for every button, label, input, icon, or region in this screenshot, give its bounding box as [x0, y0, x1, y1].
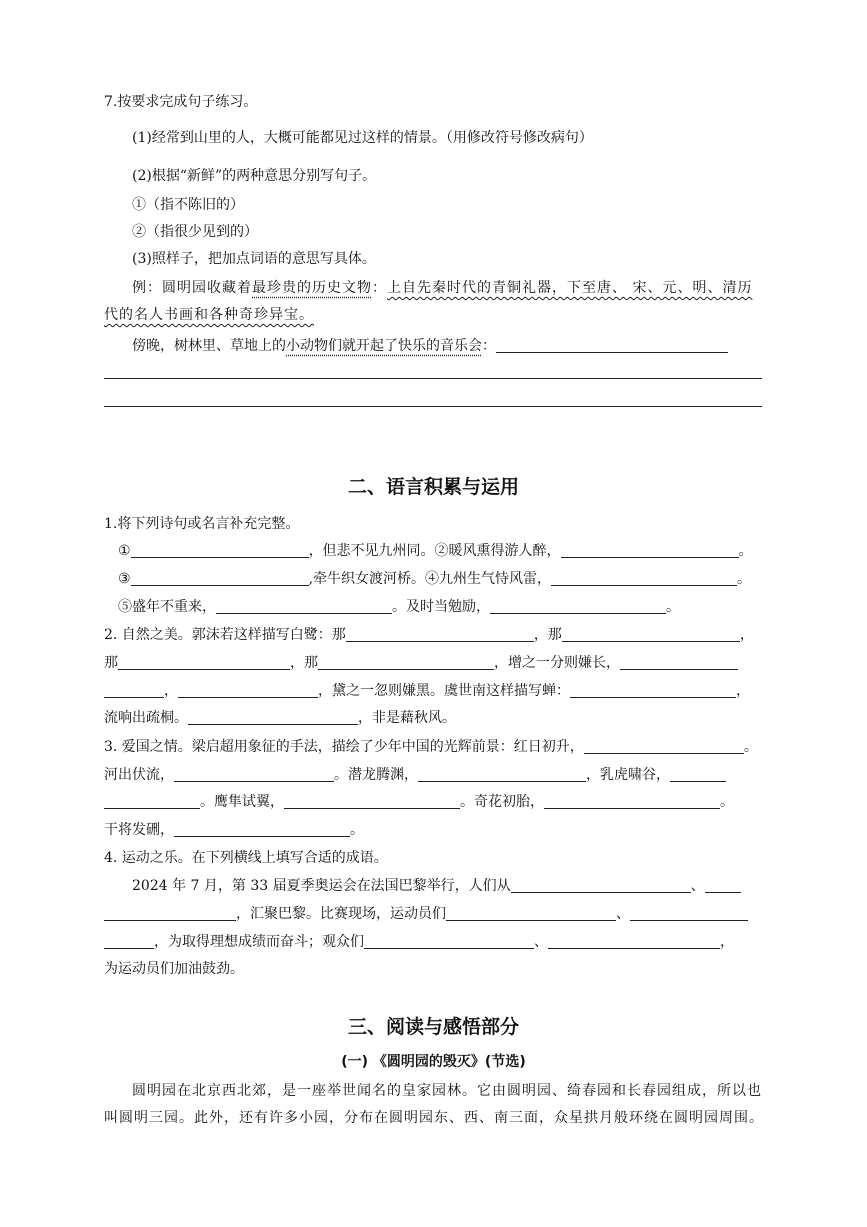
q2-line-d: 流响出疏桐。 ，非是藉秋风。	[104, 710, 456, 726]
answer-blank[interactable]	[630, 906, 748, 921]
passage-line-2: 叫圆明三园。此外，还有许多小园，分布在圆明园东、西、南三面，众星拱月般环绕在圆明园周围。	[104, 1110, 764, 1126]
answer-blank[interactable]	[104, 683, 164, 698]
example-prefix: 例：圆明园收藏着	[132, 280, 252, 296]
answer-line[interactable]	[104, 406, 762, 407]
q3-line-d: 干将发硎， 。	[104, 822, 364, 838]
answer-blank[interactable]	[496, 338, 728, 353]
answer-blank[interactable]	[131, 543, 309, 558]
answer-blank[interactable]	[131, 571, 309, 586]
q7-part1: (1)经常到山里的人，大概可能都见过这样的情景。（用修改符号修改病句）	[132, 130, 593, 146]
answer-blank[interactable]	[104, 934, 154, 949]
task-prefix: 傍晚，树林里、草地上的	[132, 338, 286, 354]
q2-line-b: 那 ，那 ，增之一分则嫌长，	[104, 653, 738, 673]
answer-blank[interactable]	[562, 627, 740, 642]
section-heading-2: 二、语言积累与运用	[347, 476, 519, 498]
q2-line-c: ， ，黛之一忽则嫌黑。虞世南这样描写蝉： ，	[104, 681, 750, 701]
answer-blank[interactable]	[174, 767, 334, 782]
answer-blank[interactable]	[174, 822, 350, 837]
answer-blank[interactable]	[490, 599, 666, 614]
answer-blank[interactable]	[118, 655, 290, 670]
answer-blank[interactable]	[544, 794, 720, 809]
example-dotted-phrase: 最珍贵的历史文物	[252, 280, 372, 296]
q1-title: 1.将下列诗句或名言补充完整。	[104, 516, 300, 532]
answer-blank[interactable]	[104, 906, 236, 921]
answer-line[interactable]	[104, 378, 762, 379]
q3-line-a: 3. 爱国之情。梁启超用象征的手法，描绘了少年中国的光辉前景：红日初升， 。	[104, 739, 758, 755]
q7-part2-a: ①（指不陈旧的）	[132, 197, 244, 213]
answer-blank[interactable]	[418, 767, 586, 782]
q4-line-d: 为运动员们加油鼓劲。	[104, 961, 244, 977]
answer-blank[interactable]	[705, 878, 741, 893]
task-colon: ：	[482, 338, 496, 354]
q4-title: 4. 运动之乐。在下列横线上填写合适的成语。	[104, 850, 388, 866]
q7-part2: (2)根据“新鲜”的两种意思分别写句子。	[132, 168, 377, 184]
q1-line-c: ⑤盛年不重来， 。及时当勉励， 。	[118, 599, 680, 615]
task-dotted-phrase: 小动物们就开起了快乐的音乐会	[286, 338, 482, 354]
q4-line-b: ，汇聚巴黎。比赛现场，运动员们 、	[104, 904, 748, 924]
answer-blank[interactable]	[561, 543, 739, 558]
answer-blank[interactable]	[216, 599, 392, 614]
passage-line-1: 圆明园在北京西北郊，是一座举世闻名的皇家园林。它由圆明园、绮春园和长春园组成，所以也	[132, 1083, 762, 1099]
q7-task-line	[132, 336, 728, 356]
answer-blank[interactable]	[670, 767, 726, 782]
q1-line-a: ① ，但悲不见九州同。②暖风熏得游人醉， 。	[118, 543, 753, 559]
q1-line-b: ③ ,牵牛织女渡河桥。④九州生气恃风雷， 。	[118, 571, 752, 587]
q7-part2-b: ②（指很少见到的）	[132, 224, 258, 240]
answer-blank[interactable]	[446, 906, 616, 921]
answer-blank[interactable]	[511, 878, 691, 893]
q7-part3: (3)照样子，把加点词语的意思写具体。	[132, 251, 376, 267]
q2-line-a: 2. 自然之美。郭沫若这样描写白鹭：那 ，那 ，	[104, 627, 754, 643]
answer-blank[interactable]	[584, 739, 744, 754]
answer-blank[interactable]	[346, 627, 534, 642]
q4-line-a: 2024 年 7 月，第 33 届夏季奥运会在法国巴黎举行，人们从 、	[132, 876, 741, 896]
example-colon: ：	[372, 280, 387, 296]
q7-title: 7.按要求完成句子练习。	[104, 94, 258, 110]
answer-blank[interactable]	[570, 683, 736, 698]
answer-blank[interactable]	[104, 794, 200, 809]
q7-example-line1	[132, 278, 752, 298]
answer-blank[interactable]	[318, 655, 494, 670]
example-wavy-text-1: 上自先秦时代的青铜礼器，下至唐、 宋、元、明、清历	[387, 280, 753, 296]
answer-blank[interactable]	[620, 655, 738, 670]
answer-blank[interactable]	[551, 571, 737, 586]
q7-example-line2	[104, 305, 314, 325]
example-wavy-text-2: 代的名人书画和各种奇珍异宝。	[104, 307, 314, 323]
q4-line-c: ，为取得理想成绩而奋斗；观众们 、 ，	[104, 932, 734, 952]
section-heading-3: 三、阅读与感悟部分	[347, 1016, 519, 1038]
answer-blank[interactable]	[364, 934, 534, 949]
passage-title: (一) 《圆明园的毁灭》(节选)	[341, 1054, 526, 1070]
answer-blank[interactable]	[548, 934, 720, 949]
q3-line-b: 河出伏流， 。潜龙腾渊， ，乳虎啸谷，	[104, 765, 726, 785]
answer-blank[interactable]	[188, 710, 358, 725]
answer-blank[interactable]	[284, 794, 460, 809]
answer-blank[interactable]	[178, 683, 318, 698]
q3-line-c: 。鹰隼试翼， 。奇花初胎， 。	[104, 792, 734, 812]
